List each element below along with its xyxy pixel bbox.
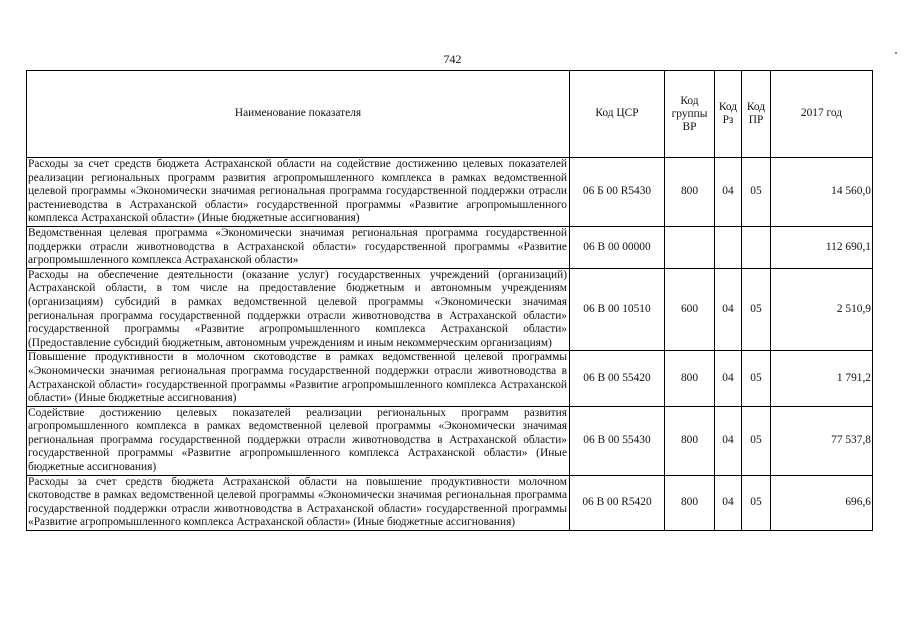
row-pr: 05 bbox=[742, 158, 771, 227]
row-pr: 05 bbox=[742, 475, 771, 530]
row-name: Расходы за счет средств бюджета Астраханской области на содействие достижению целевых показателей реализации региональных программ развития агропромышленного комплекса в рамках ведомственной целевой программы «Экономически значимая региональная программа государственной поддержки отрасли растениеводства в Астраханской области» государственной программы «Развитие агропромышленного комплекса Астраханской области» (Иные бюджетные ассигнования) bbox=[27, 158, 570, 227]
table-row bbox=[27, 475, 873, 530]
table-row bbox=[27, 226, 873, 268]
header-vr: Код группы ВР bbox=[665, 71, 715, 158]
row-vr: 600 bbox=[665, 268, 715, 351]
row-csr: 06 В 00 00000 bbox=[570, 226, 665, 268]
table-header-row bbox=[27, 71, 873, 158]
row-name: Повышение продуктивности в молочном скотоводстве в рамках ведомственной целевой программы «Экономически значимая региональная программа государственной поддержки отрасли животноводства в Астраханской области» государственной программы «Развитие агропромышленного комплекса Астраханской области» (Иные бюджетные ассигнования) bbox=[27, 351, 570, 406]
header-year: 2017 год bbox=[771, 71, 873, 158]
header-name: Наименование показателя bbox=[27, 71, 570, 158]
table-row bbox=[27, 406, 873, 475]
row-rz: 04 bbox=[715, 475, 742, 530]
row-vr bbox=[665, 226, 715, 268]
header-rz: Код Рз bbox=[715, 71, 742, 158]
row-csr: 06 В 00 55420 bbox=[570, 351, 665, 406]
row-rz: 04 bbox=[715, 406, 742, 475]
row-amount: 14 560,0 bbox=[771, 158, 873, 227]
row-rz: 04 bbox=[715, 268, 742, 351]
table-row bbox=[27, 158, 873, 227]
row-name: Расходы на обеспечение деятельности (оказание услуг) государственных учреждений (организаций) Астраханской области, в том числе на предоставление бюджетным и автономным учреждениям (организациям) субсидий в рамках ведомственной целевой программы «Экономически значимая региональная программа государственной поддержки отрасли животноводства в Астраханской области» государственной программы «Развитие агропромышленного комплекса Астраханской области» (Предоставление субсидий бюджетным, автономным учреждениям и иным некоммерческим организациям) bbox=[27, 268, 570, 351]
budget-table bbox=[26, 70, 873, 531]
row-vr: 800 bbox=[665, 406, 715, 475]
row-amount: 1 791,2 bbox=[771, 351, 873, 406]
row-rz bbox=[715, 226, 742, 268]
row-vr: 800 bbox=[665, 158, 715, 227]
row-amount: 77 537,8 bbox=[771, 406, 873, 475]
row-csr: 06 В 00 55430 bbox=[570, 406, 665, 475]
row-pr: 05 bbox=[742, 406, 771, 475]
row-name: Содействие достижению целевых показателей реализации региональных программ развития агропромышленного комплекса в рамках ведомственной целевой программы «Экономически значимая региональная программа государственной поддержки отрасли животноводства в Астраханской области» государственной программы «Развитие агропромышленного комплекса Астраханской области» (Иные бюджетные ассигнования) bbox=[27, 406, 570, 475]
row-amount: 696,6 bbox=[771, 475, 873, 530]
row-vr: 800 bbox=[665, 351, 715, 406]
row-pr: 05 bbox=[742, 268, 771, 351]
header-pr: Код ПР bbox=[742, 71, 771, 158]
row-csr: 06 Б 00 R5430 bbox=[570, 158, 665, 227]
table-row bbox=[27, 268, 873, 351]
row-pr bbox=[742, 226, 771, 268]
page-number: 742 bbox=[443, 52, 462, 66]
scan-dot bbox=[895, 52, 897, 54]
header-csr: Код ЦСР bbox=[570, 71, 665, 158]
row-rz: 04 bbox=[715, 351, 742, 406]
row-amount: 2 510,9 bbox=[771, 268, 873, 351]
row-rz: 04 bbox=[715, 158, 742, 227]
row-amount: 112 690,1 bbox=[771, 226, 873, 268]
row-vr: 800 bbox=[665, 475, 715, 530]
row-name: Ведомственная целевая программа «Экономически значимая региональная программа государственной поддержки отрасли животноводства в Астраханской области» государственной программы «Развитие агропромышленного комплекса Астраханской области» bbox=[27, 226, 570, 268]
row-name: Расходы за счет средств бюджета Астраханской области на повышение продуктивности молочном скотоводстве в рамках ведомственной целевой программы «Экономически значимая региональная программа государственной поддержки отрасли животноводства в Астраханской области» государственной программы «Развитие агропромышленного комплекса Астраханской области» (Иные бюджетные ассигнования) bbox=[27, 475, 570, 530]
table-row bbox=[27, 351, 873, 406]
row-pr: 05 bbox=[742, 351, 771, 406]
row-csr: 06 В 00 10510 bbox=[570, 268, 665, 351]
row-csr: 06 В 00 R5420 bbox=[570, 475, 665, 530]
